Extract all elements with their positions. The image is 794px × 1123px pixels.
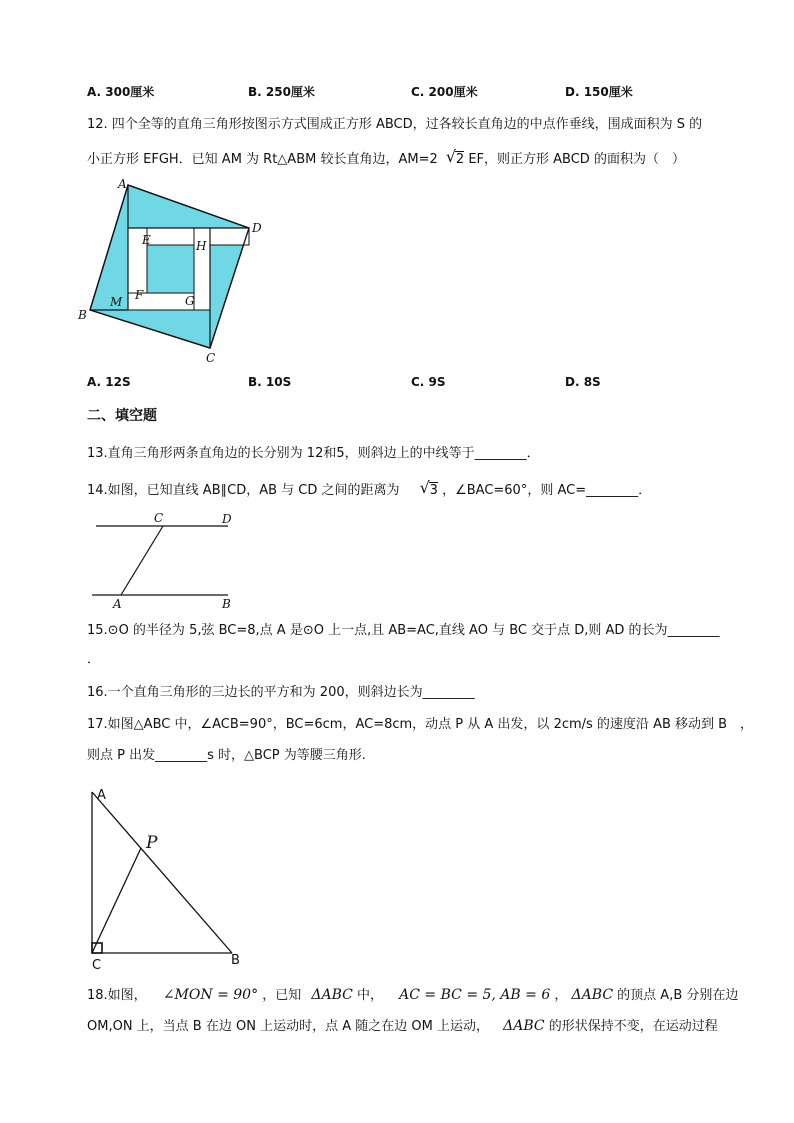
right-angle-icon bbox=[92, 943, 102, 953]
q11-option-d: D. 150厘米 bbox=[565, 85, 633, 99]
segment-cp bbox=[92, 848, 141, 953]
q15-line1: 15.⊙O 的半径为 5,弦 BC=8,点 A 是⊙O 上一点,且 AB=AC,直线 AO 与 BC 交于点 D,则 AD 的长为________ bbox=[87, 623, 720, 638]
sqrt-radical-icon: √ bbox=[445, 147, 457, 166]
label-b: B bbox=[231, 953, 240, 968]
q14-text bbox=[87, 478, 652, 500]
q12-line2-a: 小正方形 EFGH．已知 AM 为 Rt△ABM 较长直角边，AM=2 bbox=[87, 152, 438, 167]
label-g: G bbox=[185, 294, 195, 308]
q18-line1 bbox=[87, 986, 738, 1005]
inner-square-efgh bbox=[147, 245, 194, 293]
q18-line2 bbox=[87, 1017, 718, 1036]
q17-figure bbox=[80, 780, 255, 972]
q11-option-a: A. 300厘米 bbox=[87, 85, 155, 99]
q15-line2: ． bbox=[87, 652, 101, 667]
label-m: M bbox=[110, 295, 123, 309]
label-c: C bbox=[92, 958, 102, 972]
q18-line2-a: OM,ON 上，当点 B 在边 ON 上运动时，点 A 随之在边 OM 上运动， bbox=[87, 1019, 489, 1034]
sqrt-expression bbox=[445, 147, 465, 169]
q17-line2: 则点 P 出发________s 时，△BCP 为等腰三角形. bbox=[87, 748, 366, 763]
q18-line1-e: 的顶点 A,B 分别在边 bbox=[617, 988, 739, 1003]
label-h: H bbox=[196, 239, 207, 253]
q14-figure bbox=[88, 508, 248, 612]
q11-option-b: B. 250厘米 bbox=[248, 85, 315, 99]
q12-line2 bbox=[87, 147, 685, 169]
side-ab bbox=[92, 792, 232, 953]
sqrt-radicand: 3 bbox=[429, 483, 438, 498]
q13-text: 13.直角三角形两条直角边的长分别为 12和5，则斜边上的中线等于________． bbox=[87, 446, 540, 461]
sqrt-radical-icon: √ bbox=[419, 478, 430, 497]
q17-line1: 17.如图△ABC 中，∠ACB=90°，BC=6cm，AC=8cm，动点 P 从 A 出发，以 2cm/s 的速度沿 AB 移动到 B ， bbox=[87, 717, 754, 732]
label-f: F bbox=[135, 288, 144, 302]
sqrt-radicand: 2 bbox=[455, 152, 465, 167]
label-b: B bbox=[78, 308, 87, 322]
label-a: A bbox=[113, 597, 122, 611]
label-d: D bbox=[252, 221, 262, 235]
label-p: P bbox=[146, 833, 158, 853]
sqrt-expression bbox=[419, 478, 438, 500]
label-d: D bbox=[222, 512, 232, 526]
triangle-abc-expression: ΔABC bbox=[571, 987, 614, 1003]
segment-ac bbox=[121, 526, 163, 595]
label-a: A bbox=[97, 788, 106, 803]
triangle-abc-expression: ΔABC bbox=[503, 1018, 545, 1034]
q18-line2-b: 的形状保持不变，在运动过程 bbox=[548, 1019, 718, 1034]
label-c: C bbox=[206, 351, 216, 365]
label-c: C bbox=[154, 511, 164, 525]
q18-line1-a: 18.如图， bbox=[87, 988, 147, 1003]
q12-option-a: A. 12S bbox=[87, 375, 131, 389]
q12-option-b: B. 10S bbox=[248, 375, 292, 389]
label-b: B bbox=[222, 597, 231, 611]
q12-line1: 12. 四个全等的直角三角形按图示方式围成正方形 ABCD，过各较长直角边的中点作垂线，围成面积为 S 的 bbox=[87, 117, 703, 132]
q12-line2-b: EF，则正方形 ABCD 的面积为（ ） bbox=[468, 152, 685, 167]
q14-text-b: ，∠BAC=60°，则 AC=________． bbox=[442, 483, 652, 498]
section-title: 二、填空题 bbox=[87, 408, 157, 424]
q18-line1-d: ， bbox=[554, 988, 568, 1003]
q12-figure bbox=[72, 172, 272, 372]
label-e: E bbox=[142, 233, 151, 247]
q14-text-a: 14.如图，已知直线 AB∥CD，AB 与 CD 之间的距离为 bbox=[87, 483, 400, 498]
q16-text: 16.一个直角三角形的三边长的平方和为 200，则斜边长为________ bbox=[87, 685, 475, 700]
q12-option-c: C. 9S bbox=[411, 375, 446, 389]
q12-option-d: D. 8S bbox=[565, 375, 601, 389]
side-lengths-expression: AC = BC = 5, AB = 6 bbox=[399, 987, 551, 1003]
q11-option-c: C. 200厘米 bbox=[411, 85, 478, 99]
angle-mon-expression: ∠MON = 90° bbox=[162, 987, 259, 1003]
q18-line1-c: 中， bbox=[357, 988, 384, 1003]
label-a: A bbox=[118, 177, 127, 191]
q18-line1-b: ，已知 bbox=[262, 988, 302, 1003]
triangle-abc-expression: ΔABC bbox=[311, 987, 353, 1003]
